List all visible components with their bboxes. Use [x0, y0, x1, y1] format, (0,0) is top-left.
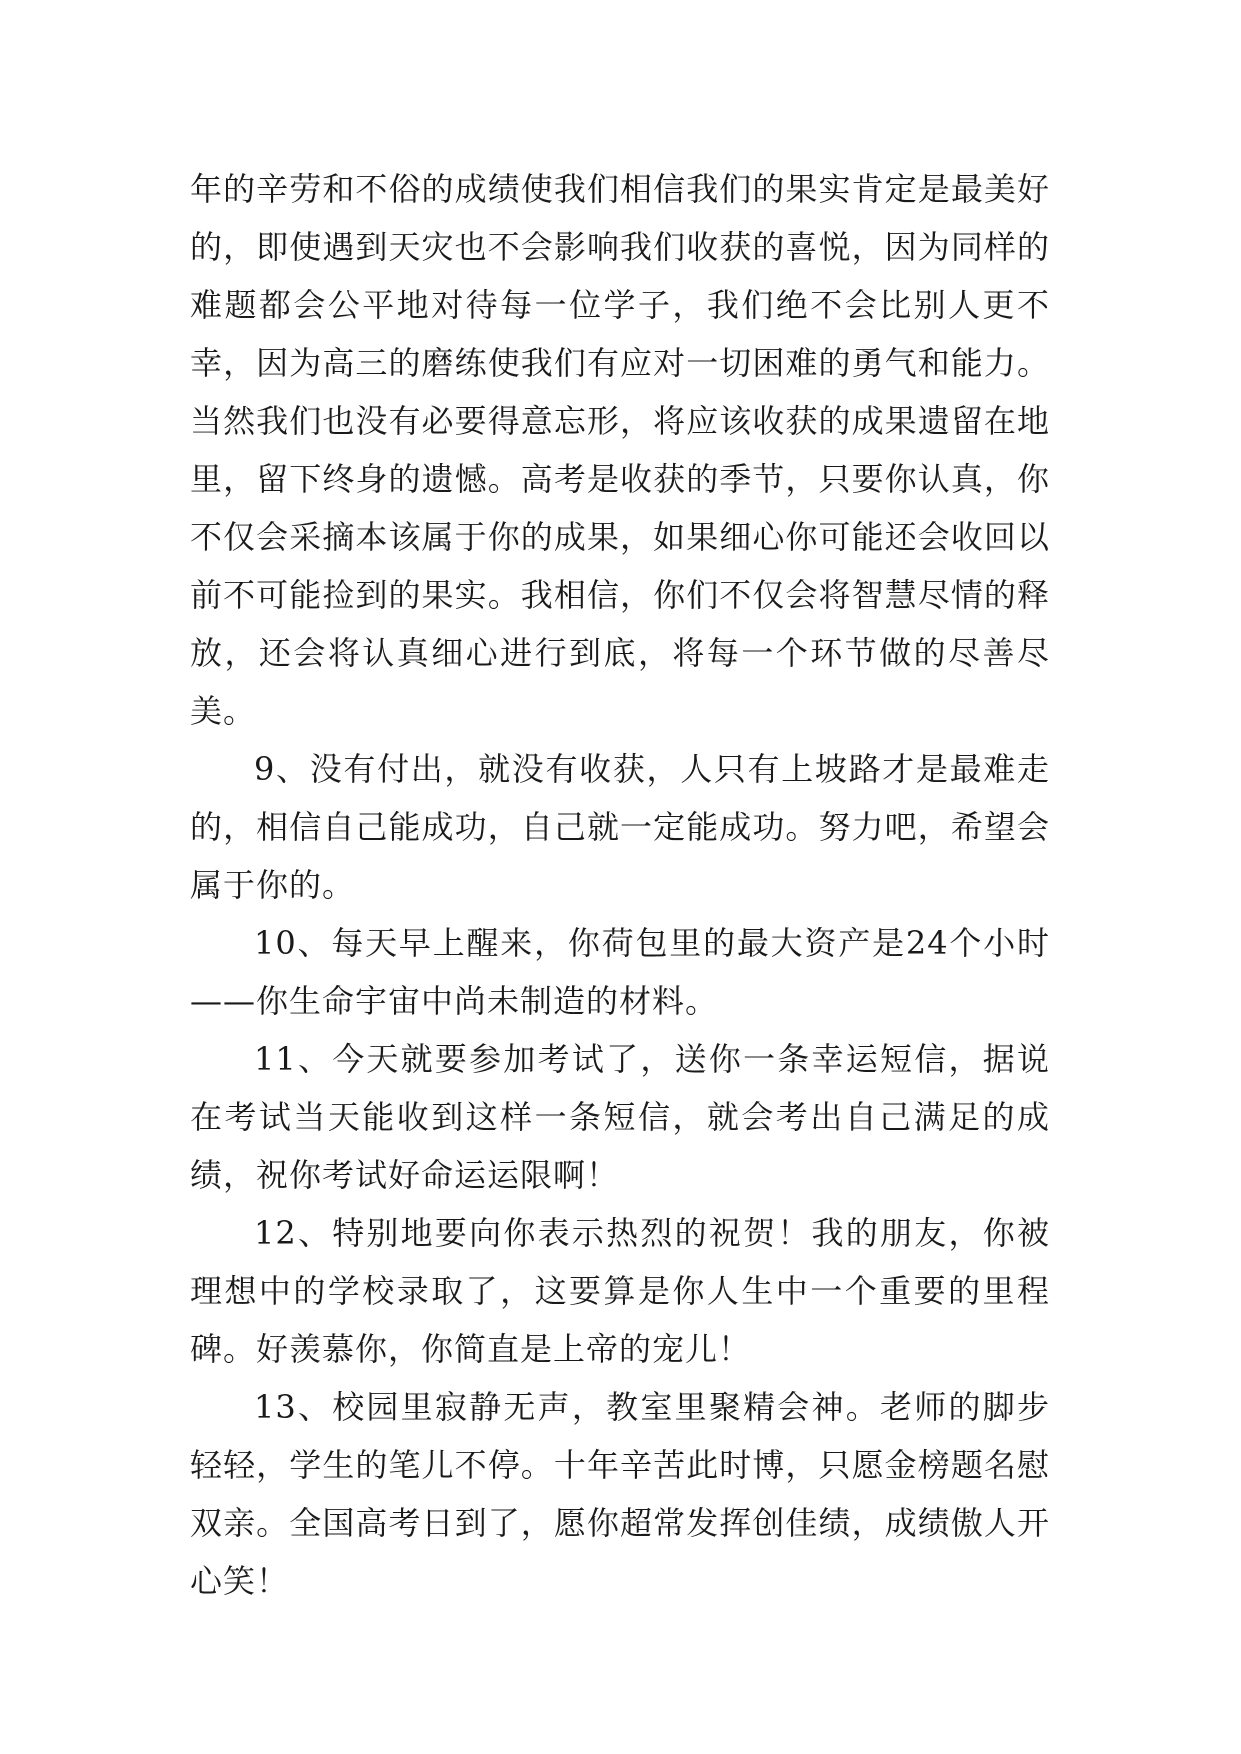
paragraph-item-9: 9、没有付出，就没有收获，人只有上坡路才是最难走的，相信自己能成功，自己就一定能成功。努力吧，希望会属于你的。: [190, 750, 1050, 904]
paragraph-item-13: 13、校园里寂静无声，教室里聚精会神。老师的脚步轻轻，学生的笔儿不停。十年辛苦此时博，只愿金榜题名慰双亲。全国高考日到了，愿你超常发挥创佳绩，成绩傲人开心笑！: [190, 1388, 1050, 1600]
paragraph-continued: 年的辛劳和不俗的成绩使我们相信我们的果实肯定是最美好的，即使遇到天灾也不会影响我们收获的喜悦，因为同样的难题都会公平地对待每一位学子，我们绝不会比别人更不幸，因为高三的磨练使我们有应对一切困难的勇气和能力。当然我们也没有必要得意忘形，将应该收获的成果遗留在地里，留下终身的遗憾。高考是收获的季节，只要你认真，你不仅会采摘本该属于你的成果，如果细心你可能还会收回以前不可能捡到的果实。我相信，你们不仅会将智慧尽情的释放，还会将认真细心进行到底，将每一个环节做的尽善尽美。: [190, 170, 1050, 730]
document-body: [190, 160, 1050, 1610]
paragraph-item-11: 11、今天就要参加考试了，送你一条幸运短信，据说在考试当天能收到这样一条短信，就会考出自己满足的成绩，祝你考试好命运运限啊！: [190, 1040, 1050, 1194]
paragraph-item-10: 10、每天早上醒来，你荷包里的最大资产是24个小时——你生命宇宙中尚未制造的材料。: [190, 924, 1050, 1020]
paragraph-item-12: 12、特别地要向你表示热烈的祝贺！我的朋友，你被理想中的学校录取了，这要算是你人生中一个重要的里程碑。好羡慕你，你简直是上帝的宠儿！: [190, 1214, 1050, 1368]
